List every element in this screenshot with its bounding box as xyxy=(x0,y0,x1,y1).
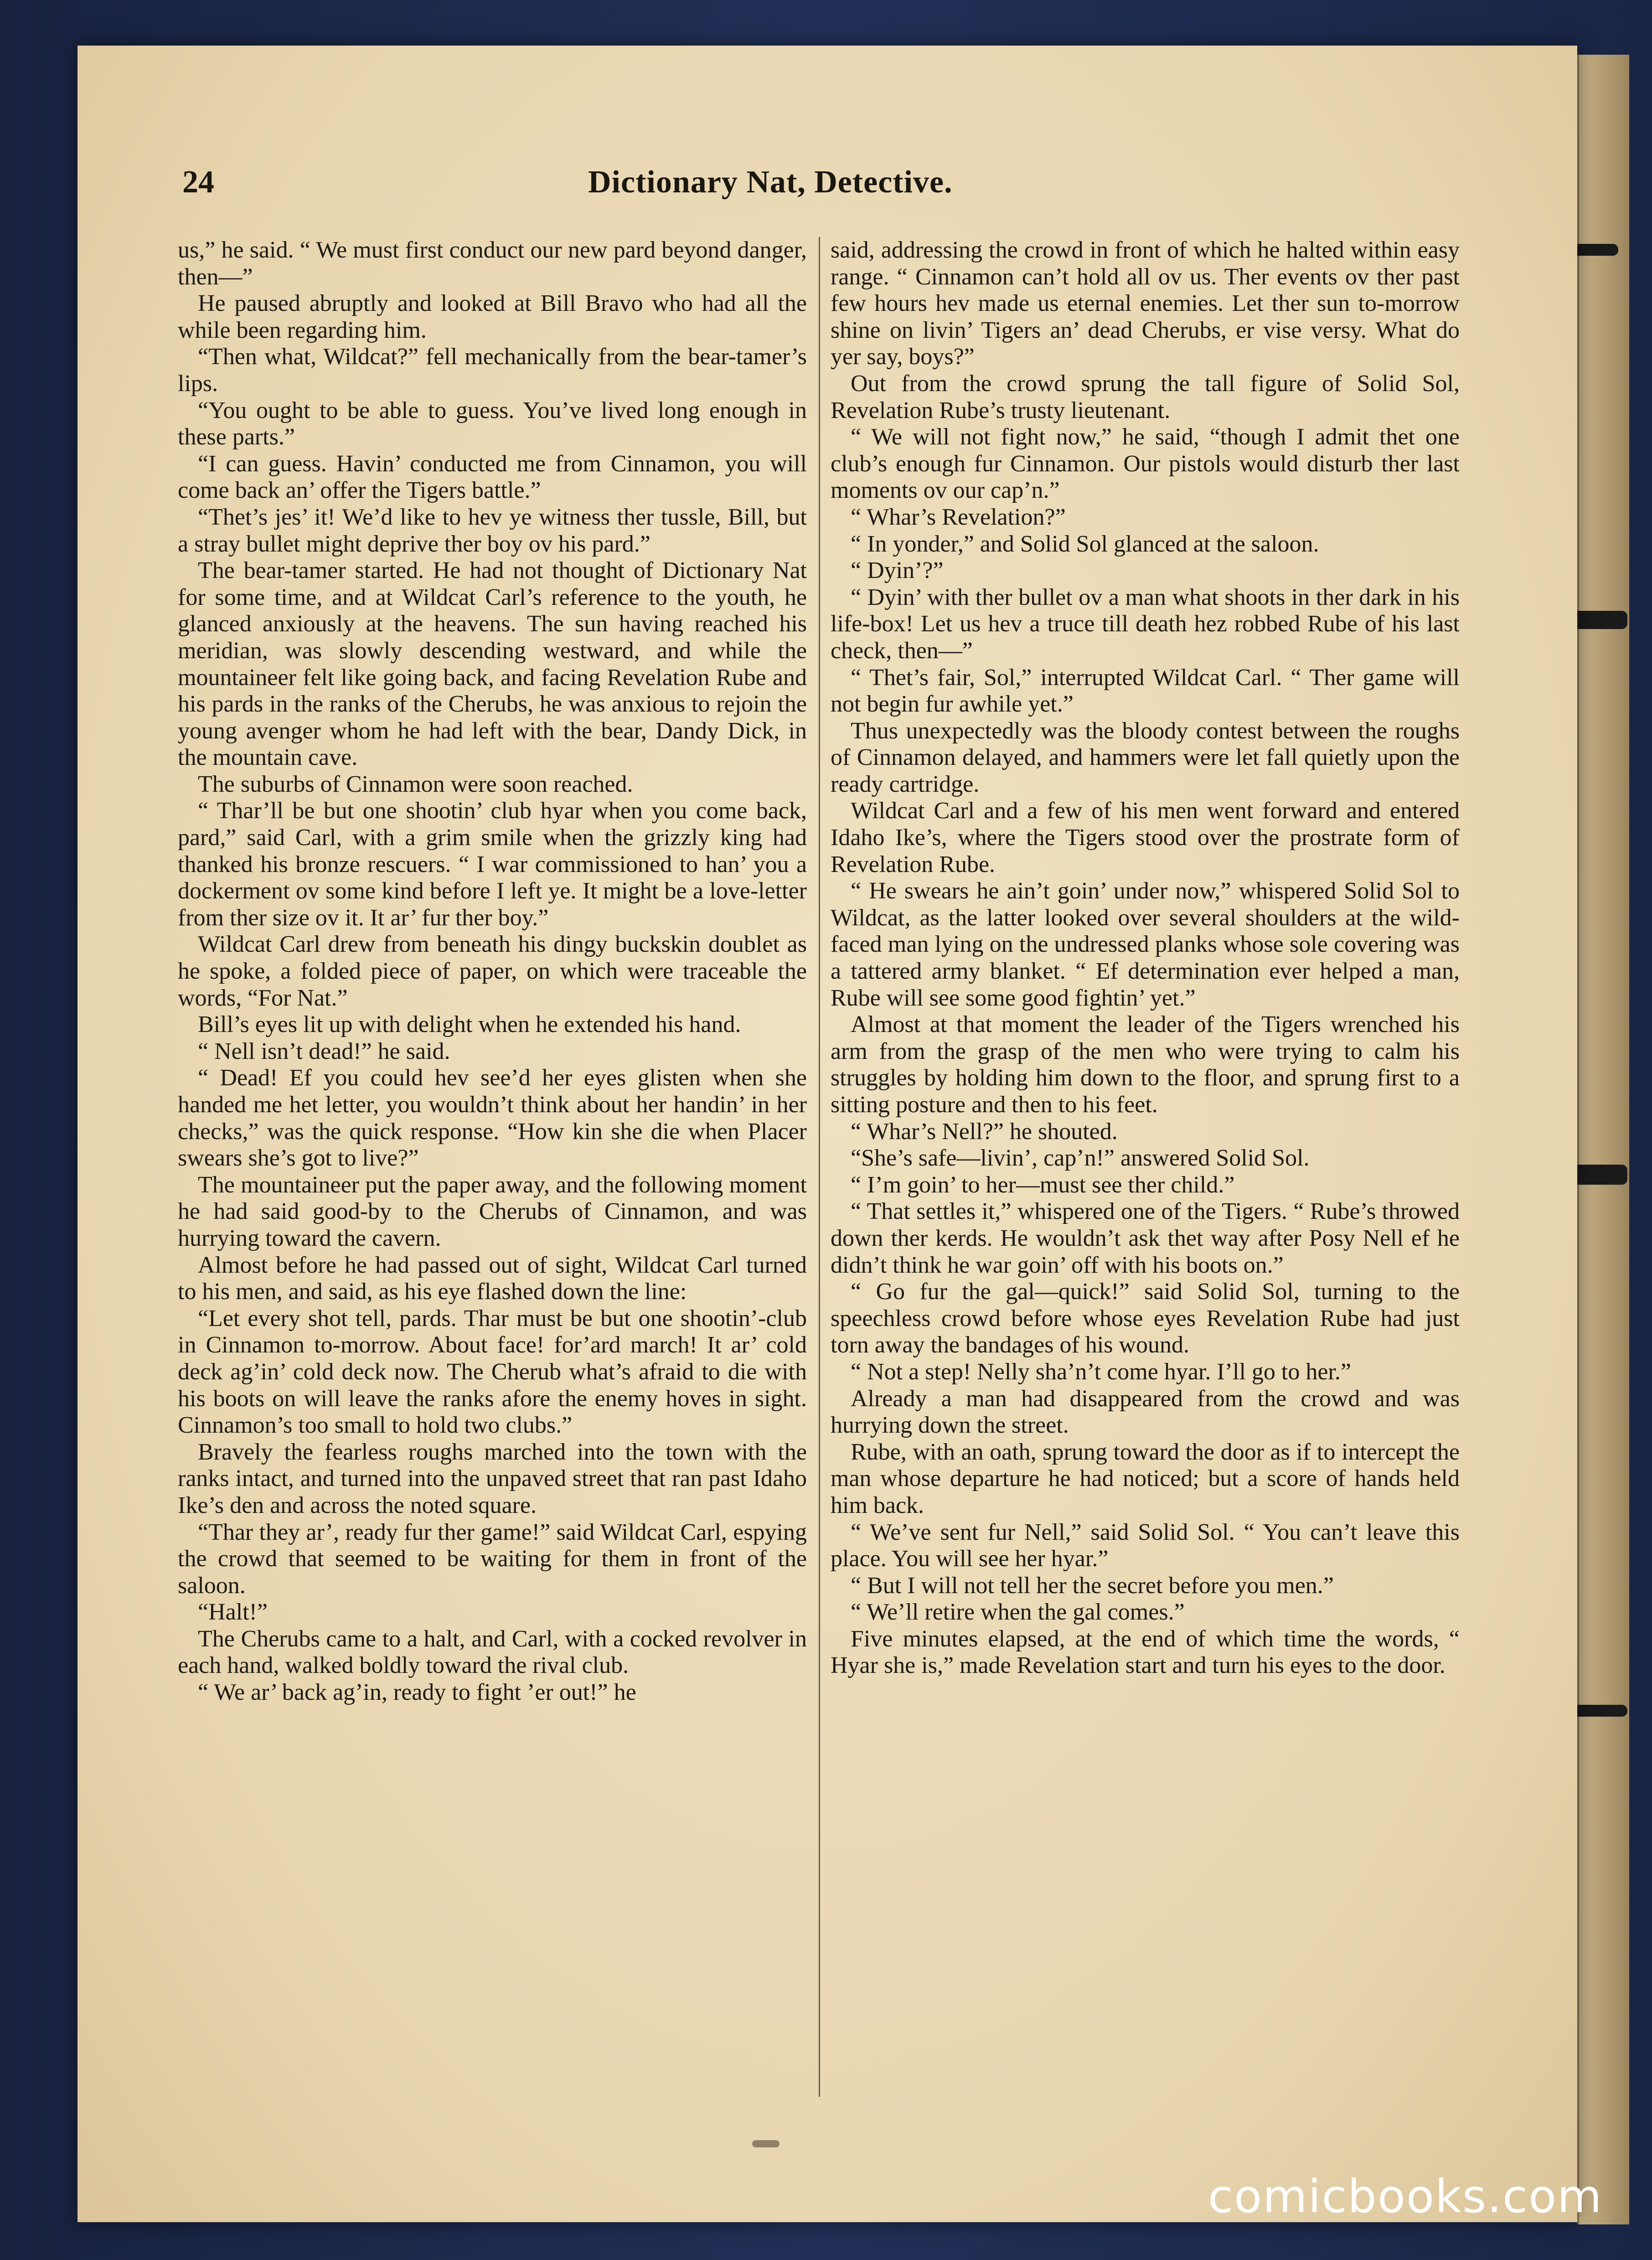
paragraph: “ We’ll retire when the gal comes.” xyxy=(851,1599,1185,1625)
paragraph: “Halt!” xyxy=(198,1599,268,1625)
paragraph: “ Dyin’?” xyxy=(851,557,944,584)
paragraph: “ Whar’s Revelation?” xyxy=(851,504,1066,530)
paragraph: “I can guess. Havin’ conducted me from Cinnamon, you will come back an’ offer the Tigers battle.” xyxy=(178,450,807,504)
paragraph: Almost at that moment the leader of the Tigers wrenched his arm from the grasp of the men who were trying to calm his struggles by holding him down to the floor, and sprung first to a sitting posture and then to his feet. xyxy=(831,1011,1460,1118)
paragraph: The bear-tamer started. He had not thought of Dictionary Nat for some time, and at Wildcat Carl’s reference to the youth, he glanced anxiously at the heavens. The sun having reached his meridian, was slowly descending westward, and while the mountaineer felt like going back, and facing Revelation Rube and his pards in the ranks of the Cherubs, he was anxious to rejoin the young avenger whom he had left with the bear, Dandy Dick, in the mountain cave. xyxy=(178,557,807,771)
paragraph: “Thet’s jes’ it! We’d like to hev ye witness ther tussle, Bill, but a stray bullet might deprive ther boy ov his pard.” xyxy=(178,504,807,557)
paragraph: Wildcat Carl drew from beneath his dingy buckskin doublet as he spoke, a folded piece of paper, on which were traceable the words, “For Nat.” xyxy=(178,931,807,1011)
paragraph: “Then what, Wildcat?” fell mechanically from the bear-tamer’s lips. xyxy=(178,344,807,397)
paragraph: Rube, with an oath, sprung toward the door as if to intercept the man whose departure he had noticed; but a score of hands held him back. xyxy=(831,1439,1460,1518)
paragraph: “She’s safe—livin’, cap’n!” answered Solid Sol. xyxy=(851,1145,1310,1171)
paragraph: The Cherubs came to a halt, and Carl, with a cocked revolver in each hand, walked boldly toward the rival club. xyxy=(178,1625,807,1679)
paragraph: “ I’m goin’ to her—must see ther child.” xyxy=(851,1171,1235,1198)
paragraph: “ Thet’s fair, Sol,” interrupted Wildcat Carl. “ Ther game will not begin fur awhile yet.” xyxy=(831,664,1460,717)
left-column xyxy=(178,237,807,1706)
paragraph: Thus unexpectedly was the bloody contest between the roughs of Cinnamon delayed, and hammers were let fall quietly upon the ready cartridge. xyxy=(831,717,1460,797)
paragraph: Bill’s eyes lit up with delight when he extended his hand. xyxy=(198,1011,741,1038)
paragraph: “ Go fur the gal—quick!” said Solid Sol, turning to the speechless crowd before whose eyes Revelation Rube had just torn away the bandages of his wound. xyxy=(831,1279,1460,1358)
paragraph: “ But I will not tell her the secret before you men.” xyxy=(851,1572,1334,1599)
paragraph: Wildcat Carl and a few of his men went forward and entered Idaho Ike’s, where the Tigers stood over the prostrate form of Revelation Rube. xyxy=(831,798,1460,877)
paragraph: The mountaineer put the paper away, and the following moment he had said good-by to the Cherubs of Cinnamon, and was hurrying toward the cavern. xyxy=(178,1171,807,1251)
paragraph: “ Dead! Ef you could hev see’d her eyes glisten when she handed me het letter, you wouldn’t think about her handin’ in her checks,” was the quick response. “How kin she die when Placer swears she’s got to live?” xyxy=(178,1065,807,1171)
paragraph: “Let every shot tell, pards. Thar must be but one shootin’-club in Cinnamon to-morrow. About face! for’ard march! It ar’ cold deck ag’in’ cold deck now. The Cherub what’s afraid to die with his boots on will leave the ranks afore the enemy hoves in sight. Cinnamon’s too small to hold two clubs.” xyxy=(178,1305,807,1439)
right-column xyxy=(831,237,1460,1679)
paragraph: “ Not a step! Nelly sha’n’t come hyar. I’ll go to her.” xyxy=(851,1358,1351,1385)
paragraph: “ We ar’ back ag’in, ready to fight ’er out!” he xyxy=(198,1679,636,1706)
page-header xyxy=(123,164,1495,214)
paragraph: Already a man had disappeared from the crowd and was hurrying down the street. xyxy=(831,1385,1460,1439)
paragraph: “ He swears he ain’t goin’ under now,” whispered Solid Sol to Wildcat, as the latter looked over several shoulders at the wild-faced man lying on the undressed planks whose sole covering was a tattered army blanket. “ Ef determination ever helped a man, Rube will see some good fightin’ yet.” xyxy=(831,878,1460,1011)
paragraph: “ In yonder,” and Solid Sol glanced at the saloon. xyxy=(851,531,1319,557)
paragraph: Bravely the fearless roughs marched into the town with the ranks intact, and turned into the unpaved street that ran past Idaho Ike’s den and across the noted square. xyxy=(178,1439,807,1518)
watermark: comicbooks.com xyxy=(1208,2170,1603,2223)
page-number: 24 xyxy=(182,165,214,200)
paragraph: Out from the crowd sprung the tall figure of Solid Sol, Revelation Rube’s trusty lieutenant. xyxy=(831,370,1460,423)
printer-ornament xyxy=(752,2140,780,2147)
running-title: Dictionary Nat, Detective. xyxy=(588,165,953,200)
paragraph: “ Thar’ll be but one shootin’ club hyar when you come back, pard,” said Carl, with a grim smile when the grizzly king had thanked his bronze rescuers. “ I war commissioned to han’ you a dockerment ov some kind before I left ye. It might be a love-letter from ther size ov it. It ar’ fur ther boy.” xyxy=(178,798,807,931)
paragraph: “ Dyin’ with ther bullet ov a man what shoots in ther dark in his life-box! Let us hev a truce till death hez robbed Rube of his last check, then—” xyxy=(831,584,1460,664)
paragraph: Almost before he had passed out of sight, Wildcat Carl turned to his men, and said, as his eye flashed down the line: xyxy=(178,1252,807,1305)
paragraph: “ We will not fight now,” he said, “though I admit thet one club’s enough fur Cinnamon. Our pistols would disturb ther last moments ov our cap’n.” xyxy=(831,424,1460,504)
paragraph: Five minutes elapsed, at the end of which time the words, “ Hyar she is,” made Revelation start and turn his eyes to the door. xyxy=(831,1625,1460,1679)
paragraph: “Thar they ar’, ready fur ther game!” said Wildcat Carl, espying the crowd that seemed to be waiting for them in front of the saloon. xyxy=(178,1519,807,1599)
next-page-edge xyxy=(1577,55,1629,2224)
paragraph: The suburbs of Cinnamon were soon reached. xyxy=(198,771,633,797)
paragraph: “ Nell isn’t dead!” he said. xyxy=(198,1038,450,1064)
paragraph: “ We’ve sent fur Nell,” said Solid Sol. “ You can’t leave this place. You will see her hyar.” xyxy=(831,1519,1460,1572)
paragraph: “ Whar’s Nell?” he shouted. xyxy=(851,1118,1118,1145)
paragraph: “ That settles it,” whispered one of the Tigers. “ Rube’s throwed down ther kerds. He wouldn’t ask thet way after Posy Nell ef he didn’t think he war goin’ off with his boots on.” xyxy=(831,1198,1460,1278)
paragraph: us,” he said. “ We must first conduct our new pard beyond danger, then—” xyxy=(178,237,807,290)
paragraph: He paused abruptly and looked at Bill Bravo who had all the while been regarding him. xyxy=(178,290,807,343)
paragraph: “You ought to be able to guess. You’ve lived long enough in these parts.” xyxy=(178,397,807,450)
column-rule xyxy=(819,237,820,2097)
paragraph: said, addressing the crowd in front of which he halted within easy range. “ Cinnamon can’t hold all ov us. Ther events ov ther past few hours hev made us eternal enemies. Let ther sun to-morrow shine on livin’ Tigers an’ dead Cherubs, er vise versy. What do yer say, boys?” xyxy=(831,237,1460,370)
